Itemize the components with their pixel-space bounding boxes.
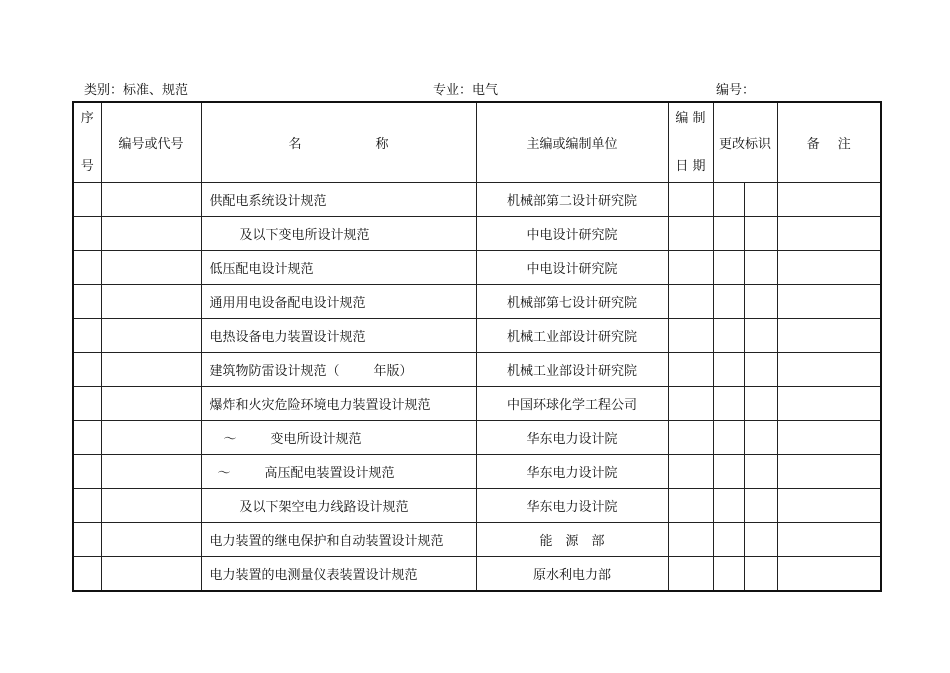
table-row (73, 421, 881, 455)
change-cell-b (744, 217, 777, 251)
table-row (73, 455, 881, 489)
remark-cell (777, 421, 881, 455)
code-cell (101, 251, 201, 285)
table-row (73, 489, 881, 523)
change-cell-a (713, 523, 744, 557)
col-seq-header: 序 号 (73, 102, 101, 183)
name-cell: 及以下变电所设计规范 (201, 217, 476, 251)
unit-cell: 中电设计研究院 (476, 217, 668, 251)
unit-cell: 华东电力设计院 (476, 421, 668, 455)
unit-cell: 华东电力设计院 (476, 489, 668, 523)
date-cell (668, 557, 713, 592)
date-cell (668, 251, 713, 285)
table-row (73, 557, 881, 592)
name-cell: ～ 变电所设计规范 (201, 421, 476, 455)
name-cell: 供配电系统设计规范 (201, 183, 476, 217)
remark-cell (777, 455, 881, 489)
change-cell-a (713, 183, 744, 217)
date-cell (668, 387, 713, 421)
table-row (73, 523, 881, 557)
unit-cell: 机械工业部设计研究院 (476, 319, 668, 353)
unit-cell: 中电设计研究院 (476, 251, 668, 285)
table-row (73, 285, 881, 319)
remark-cell (777, 387, 881, 421)
name-cell: 电力装置的继电保护和自动装置设计规范 (201, 523, 476, 557)
unit-cell: 机械工业部设计研究院 (476, 353, 668, 387)
code-cell (101, 489, 201, 523)
seq-cell (73, 387, 101, 421)
name-cell: 建筑物防雷设计规范（ 年版） (201, 353, 476, 387)
code-cell (101, 421, 201, 455)
unit-cell: 机械部第二设计研究院 (476, 183, 668, 217)
date-cell (668, 285, 713, 319)
col-change-header: 更改标识 (713, 102, 777, 183)
seq-cell (73, 523, 101, 557)
standards-register-table (72, 101, 882, 592)
category-label: 类别：标准、规范 (84, 83, 189, 98)
change-cell-b (744, 421, 777, 455)
name-cell: 爆炸和火灾危险环境电力装置设计规范 (201, 387, 476, 421)
table-row (73, 387, 881, 421)
change-cell-b (744, 251, 777, 285)
remark-cell (777, 319, 881, 353)
change-cell-b (744, 183, 777, 217)
unit-cell: 华东电力设计院 (476, 455, 668, 489)
seq-cell (73, 421, 101, 455)
unit-cell: 机械部第七设计研究院 (476, 285, 668, 319)
change-cell-a (713, 421, 744, 455)
seq-cell (73, 217, 101, 251)
change-cell-a (713, 319, 744, 353)
change-cell-a (713, 353, 744, 387)
code-cell (101, 285, 201, 319)
change-cell-a (713, 251, 744, 285)
change-cell-b (744, 489, 777, 523)
seq-cell (73, 251, 101, 285)
code-cell (101, 387, 201, 421)
seq-cell (73, 455, 101, 489)
seq-cell (73, 319, 101, 353)
change-cell-b (744, 455, 777, 489)
date-cell (668, 455, 713, 489)
number-label: 编号： (716, 83, 756, 98)
date-cell (668, 489, 713, 523)
table-row (73, 319, 881, 353)
seq-cell (73, 285, 101, 319)
col-code-header: 编号或代号 (101, 102, 201, 183)
code-cell (101, 523, 201, 557)
change-cell-a (713, 217, 744, 251)
table-row (73, 217, 881, 251)
col-unit-header: 主编或编制单位 (476, 102, 668, 183)
name-cell: 电热设备电力装置设计规范 (201, 319, 476, 353)
unit-cell: 能 源 部 (476, 523, 668, 557)
change-cell-a (713, 455, 744, 489)
name-cell: ～ 高压配电装置设计规范 (201, 455, 476, 489)
date-cell (668, 183, 713, 217)
code-cell (101, 319, 201, 353)
change-cell-a (713, 489, 744, 523)
remark-cell (777, 183, 881, 217)
date-cell (668, 217, 713, 251)
header-row (73, 102, 881, 183)
change-cell-b (744, 387, 777, 421)
col-name-header: 名 称 (201, 102, 476, 183)
unit-cell: 原水利电力部 (476, 557, 668, 592)
remark-cell (777, 251, 881, 285)
change-cell-a (713, 285, 744, 319)
code-cell (101, 557, 201, 592)
change-cell-a (713, 387, 744, 421)
code-cell (101, 183, 201, 217)
unit-cell: 中国环球化学工程公司 (476, 387, 668, 421)
name-cell: 电力装置的电测量仪表装置设计规范 (201, 557, 476, 592)
date-cell (668, 421, 713, 455)
seq-cell (73, 353, 101, 387)
remark-cell (777, 353, 881, 387)
remark-cell (777, 557, 881, 592)
name-cell: 及以下架空电力线路设计规范 (201, 489, 476, 523)
change-cell-b (744, 353, 777, 387)
change-cell-b (744, 523, 777, 557)
date-cell (668, 319, 713, 353)
seq-cell (73, 489, 101, 523)
date-cell (668, 523, 713, 557)
remark-cell (777, 523, 881, 557)
specialty-label: 专业：电气 (433, 83, 499, 98)
code-cell (101, 455, 201, 489)
table-row (73, 183, 881, 217)
change-cell-b (744, 319, 777, 353)
date-cell (668, 353, 713, 387)
code-cell (101, 217, 201, 251)
name-cell: 低压配电设计规范 (201, 251, 476, 285)
seq-cell (73, 557, 101, 592)
table-row (73, 251, 881, 285)
remark-cell (777, 489, 881, 523)
seq-cell (73, 183, 101, 217)
remark-cell (777, 285, 881, 319)
name-cell: 通用用电设备配电设计规范 (201, 285, 476, 319)
code-cell (101, 353, 201, 387)
table-row (73, 353, 881, 387)
col-date-header: 编 制 日 期 (668, 102, 713, 183)
change-cell-b (744, 285, 777, 319)
change-cell-a (713, 557, 744, 592)
change-cell-b (744, 557, 777, 592)
remark-cell (777, 217, 881, 251)
col-remark-header: 备 注 (777, 102, 881, 183)
